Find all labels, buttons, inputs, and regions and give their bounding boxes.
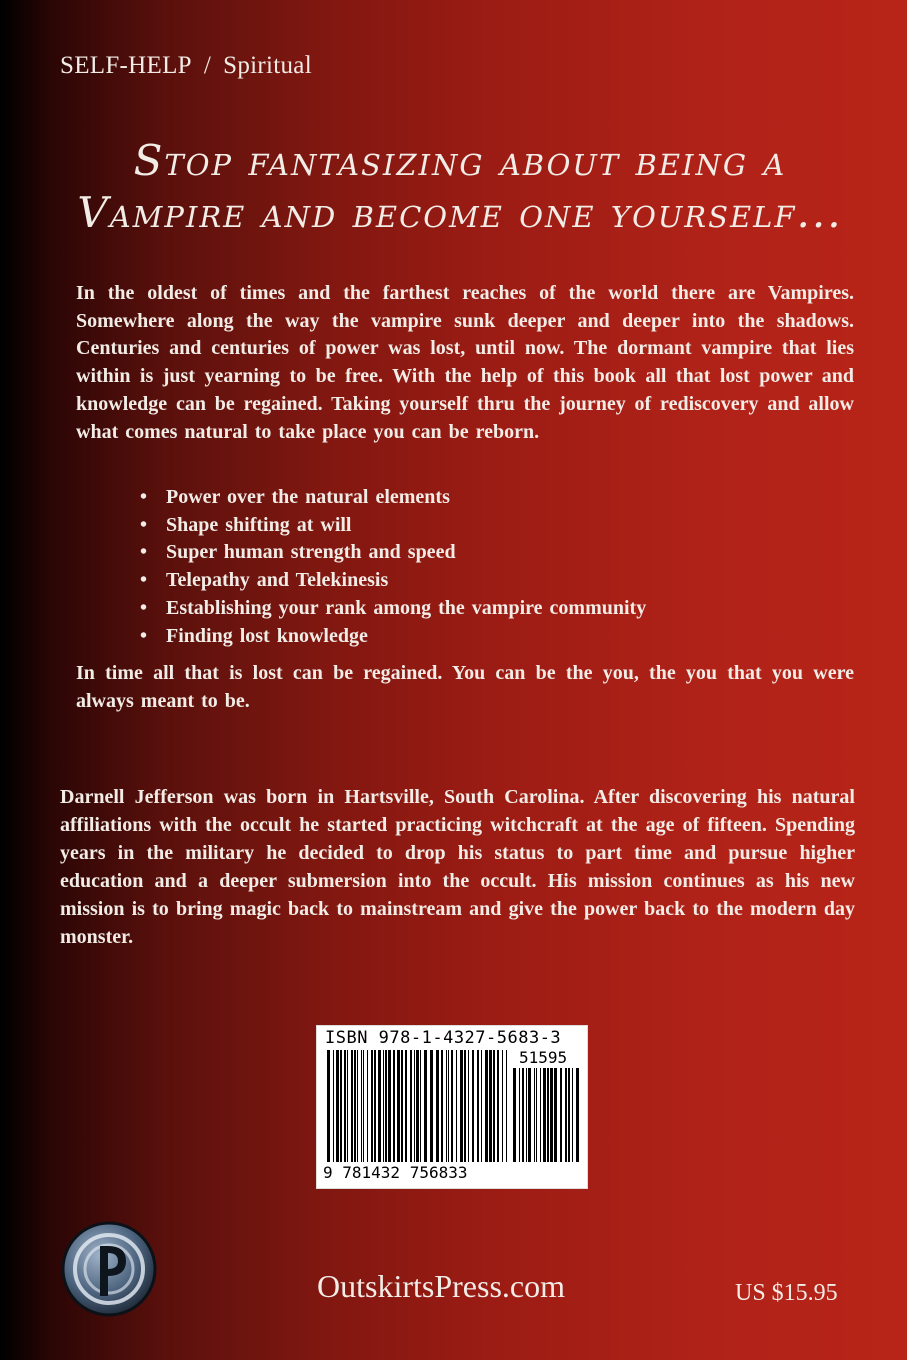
- publisher-name: OutskirtsPress.com: [317, 1268, 565, 1304]
- isbn-barcode: [316, 1025, 588, 1189]
- retail-price: US $15.95: [735, 1280, 838, 1306]
- category-separator: /: [203, 52, 212, 79]
- feature-item: • Super human strength and speed: [140, 541, 456, 564]
- addon-barcode-bars: [513, 1068, 581, 1162]
- publisher-logo-icon: [60, 1220, 158, 1318]
- barcode-bars: [327, 1050, 509, 1162]
- feature-item: • Establishing your rank among the vampire community: [140, 596, 647, 619]
- feature-list: [140, 484, 646, 650]
- headline: Stop fantasizing about being a Vampire and become one yourself...: [77, 136, 843, 237]
- feature-item: • Shape shifting at will: [140, 513, 352, 536]
- barcode-digits: 9 781432 756833: [323, 1163, 468, 1182]
- category-label: [60, 52, 312, 80]
- closing-paragraph: In time all that is lost can be regained. You can be the you, the you that you were always meant to be.: [76, 662, 854, 712]
- author-bio: Darnell Jefferson was born in Hartsville, South Carolina. After discovering his natural affiliations with the occult he started practicing witchcraft at the age of fifteen. Spending years in the military he decided to drop his status to part time and pursue higher education and a deeper submersion into the occult. His mission continues as his new mission is to bring magic back to mainstream and give the power back to the modern day monster.: [60, 786, 855, 948]
- intro-paragraph: In the oldest of times and the farthest reaches of the world there are Vampires. Somewhere along the way the vampire sunk deeper and deeper into the shadows. Centuries and centuries of power was lost, until now. The dormant vampire that lies within is just yearning to be free. With the help of this book all that lost power and knowledge can be regained. Taking yourself thru the journey of rediscovery and allow what comes natural to take place you can be reborn.: [76, 282, 854, 443]
- category-sub: Spiritual: [223, 52, 312, 79]
- isbn-label: ISBN 978-1-4327-5683-3: [325, 1028, 562, 1048]
- feature-item: • Power over the natural elements: [140, 486, 450, 508]
- price-code: 51595: [519, 1048, 568, 1067]
- feature-item: • Finding lost knowledge: [140, 624, 368, 647]
- feature-item: • Telepathy and Telekinesis: [140, 569, 389, 592]
- category-main: SELF-HELP: [60, 52, 192, 79]
